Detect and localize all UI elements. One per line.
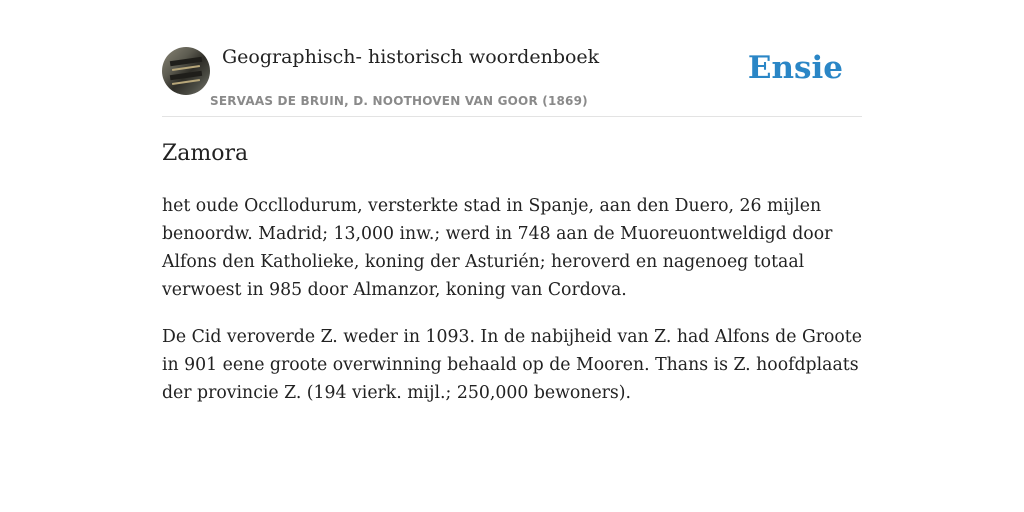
book-band-decoration (172, 65, 200, 71)
entry-content (162, 192, 867, 426)
header (162, 46, 862, 117)
ensie-logo-link[interactable]: Ensie (747, 50, 843, 86)
book-authors: SERVAAS DE BRUIN, D. NOOTHOVEN VAN GOOR (1869) (210, 94, 588, 108)
entry-title: Zamora (162, 141, 249, 166)
entry-paragraph: het oude Occllodurum, versterkte stad in Spanje, aan den Duero, 26 mijlen benoordw. Madrid; 13,000 inw.; werd in 748 aan de Muoreuontweldigd door Alfons den Katholieke, koning der Asturién; heroverd en nagenoeg totaal verwoest in 985 door Almanzor, koning van Cordova. (162, 196, 833, 300)
book-cover-avatar[interactable] (162, 47, 210, 95)
book-band-decoration (172, 79, 200, 85)
book-title-link[interactable]: Geographisch- historisch woordenboek (222, 46, 600, 68)
entry-paragraph: De Cid veroverde Z. weder in 1093. In de nabijheid van Z. had Alfons de Groote in 901 eene groote overwinning behaald op de Mooren. Thans is Z. hoofdplaats der provincie Z. (194 vierk. mijl.; 250,000 bewoners). (162, 327, 862, 403)
